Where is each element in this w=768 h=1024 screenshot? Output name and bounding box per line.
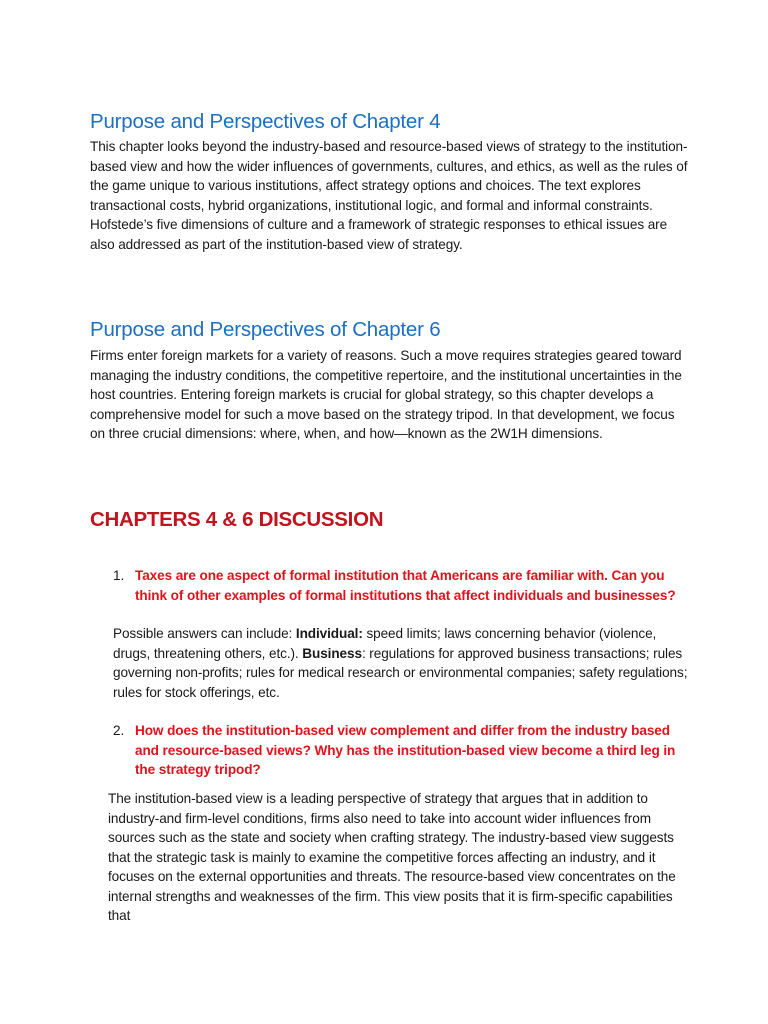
answer-2: The institution-based view is a leading perspective of strategy that argues that in addition to industry-and firm-level conditions, firms also need to take into account wider influences from sources such as the state and society when crafting strategy. The industry-based view suggests that the strategic task is mainly to examine the competitive forces affecting an industry, and it focuses on the external opportunities and threats. The resource-based view concentrates on the internal strengths and weaknesses of the firm. This view posits that it is firm-specific capabilities that: [108, 791, 676, 923]
question-number-1: 1.: [113, 568, 125, 583]
question-1: Taxes are one aspect of formal institution that Americans are familiar with. Can you think of other examples of formal institutions that affect individuals and businesses?: [135, 568, 676, 603]
question-2: How does the institution-based view complement and differ from the industry based and resource-based views? Why has the institution-based view become a third leg in the strategy tripod?: [135, 723, 676, 777]
question-number-2: 2.: [113, 723, 125, 738]
discussion-heading: CHAPTERS 4 & 6 DISCUSSION: [90, 508, 384, 531]
answer-1-business-label: Business: [302, 645, 362, 661]
section-heading-chapter-6: Purpose and Perspectives of Chapter 6: [90, 318, 441, 341]
answer-1-business: : regulations for approved business transactions; rules governing non-profits; rules for medical research or environmental companies; safety regulations; rules for stock offerings, etc.: [113, 645, 688, 700]
answer-1: [113, 624, 693, 702]
answer-1-intro: Possible answers can include:: [113, 626, 296, 641]
answer-1-individual: speed limits; laws concerning behavior (violence, drugs, threatening others, etc.).: [113, 626, 657, 661]
section-body-chapter-6: Firms enter foreign markets for a variety of reasons. Such a move requires strategies geared toward managing the industry conditions, the competitive repertoire, and the institutional uncertainties in the host countries. Entering foreign markets is crucial for global strategy, so this chapter develops a comprehensive model for such a move based on the strategy tripod. In that development, we focus on three crucial dimensions: where, when, and how—known as the 2W1H dimensions.: [90, 348, 682, 441]
section-body-chapter-4: This chapter looks beyond the industry-based and resource-based views of strategy to the institution-based view and how the wider influences of governments, cultures, and ethics, as well as the rules of the game unique to various institutions, affect strategy options and choices. The text explores transactional costs, hybrid organizations, institutional logic, and formal and informal constraints. Hofstede’s five dimensions of culture and a framework of strategic responses to ethical issues are also addressed as part of the institution-based view of strategy.: [90, 139, 688, 252]
section-heading-chapter-4: Purpose and Perspectives of Chapter 4: [90, 110, 441, 133]
answer-1-individual-label: Individual:: [295, 626, 363, 641]
